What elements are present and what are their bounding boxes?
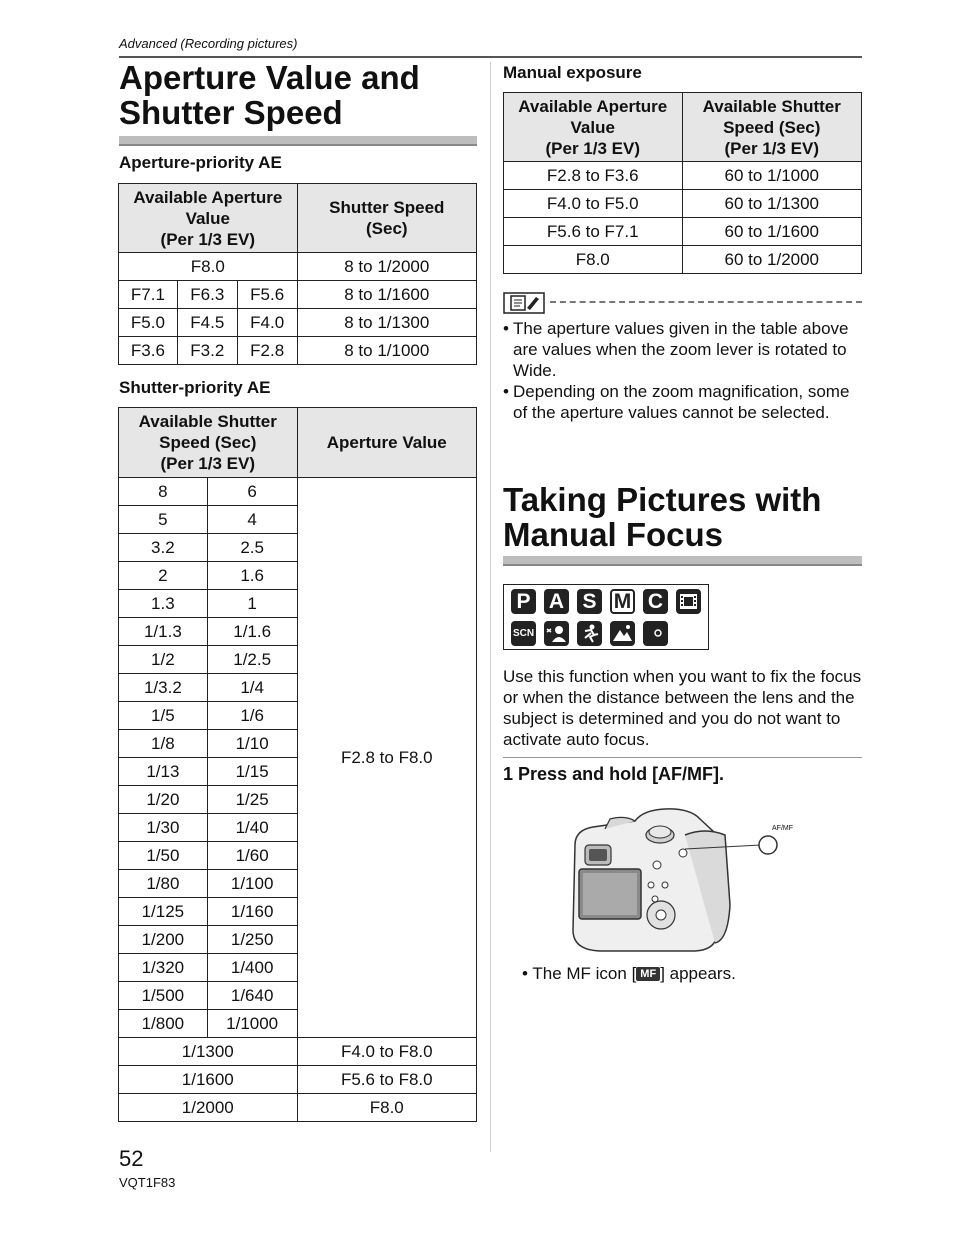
column-divider	[490, 62, 491, 1152]
table-cell: 6	[207, 478, 297, 506]
step-number: 1	[503, 764, 514, 784]
table-cell: 1/10	[207, 730, 297, 758]
table-row	[119, 1066, 477, 1094]
table-cell: 1/1600	[119, 1066, 298, 1094]
table-cell: 1/15	[207, 758, 297, 786]
night-portrait-mode-icon	[643, 621, 668, 646]
manual-exposure-heading: Manual exposure	[503, 63, 642, 82]
mode-scn-icon: SCN	[511, 621, 536, 646]
table-cell: 1/200	[119, 926, 208, 954]
table-cell: 4	[207, 506, 297, 534]
table-row	[119, 1038, 477, 1066]
table-cell: 1/60	[207, 842, 297, 870]
table-cell: F4.0	[237, 309, 297, 337]
table-cell: F8.0	[504, 246, 683, 274]
mf-icon: MF	[636, 967, 660, 981]
shutter-priority-heading: Shutter-priority AE	[119, 378, 271, 397]
table-cell: 60 to 1/1000	[682, 162, 862, 190]
scenery-mode-icon	[610, 621, 635, 646]
step-1	[503, 764, 724, 785]
col-header-shutter: Shutter Speed (Sec)	[297, 184, 476, 253]
table-cell: 1.6	[207, 562, 297, 590]
table-cell: F4.0 to F5.0	[504, 190, 683, 218]
table-cell: 8	[119, 478, 208, 506]
table-cell: 1/100	[207, 870, 297, 898]
mode-icons-box	[503, 584, 709, 650]
table-cell: F2.8 to F3.6	[504, 162, 683, 190]
step-divider	[503, 757, 862, 758]
table-cell: F5.6 to F8.0	[297, 1066, 476, 1094]
note-icon	[503, 292, 545, 319]
movie-mode-icon	[676, 589, 701, 614]
result-text-after: ] appears.	[660, 964, 736, 983]
table-cell: F5.6 to F7.1	[504, 218, 683, 246]
table-cell: 1/400	[207, 954, 297, 982]
table-cell: 1/500	[119, 982, 208, 1010]
page-title	[119, 60, 477, 130]
table-cell: 1/800	[119, 1010, 208, 1038]
table-cell: 1/160	[207, 898, 297, 926]
aperture-shutter-title-block	[119, 60, 477, 130]
table-cell: 1/320	[119, 954, 208, 982]
table-cell: 1/40	[207, 814, 297, 842]
portrait-mode-icon	[544, 621, 569, 646]
table-cell: 8 to 1/1000	[297, 337, 476, 365]
table-cell: 1/1.6	[207, 618, 297, 646]
table-cell: F2.8	[237, 337, 297, 365]
table-cell: 60 to 1/2000	[682, 246, 862, 274]
table-cell: 1/125	[119, 898, 208, 926]
table-cell: F5.0	[119, 309, 178, 337]
table-cell: 1/50	[119, 842, 208, 870]
table-cell: 1/2000	[119, 1094, 298, 1122]
table-cell: 2	[119, 562, 208, 590]
mode-a-icon: A	[544, 589, 569, 614]
table-cell: 1/250	[207, 926, 297, 954]
table-cell: 5	[119, 506, 208, 534]
note-item: • The aperture values given in the table above are values when the zoom lever is rotated to Wide.	[503, 318, 863, 381]
mode-m-icon: M	[610, 589, 635, 614]
table-cell: 1/80	[119, 870, 208, 898]
af-mf-button-label: AF/MF	[772, 825, 793, 832]
table-cell: 60 to 1/1600	[682, 218, 862, 246]
table-cell: 1/640	[207, 982, 297, 1010]
table-cell: F8.0	[119, 253, 298, 281]
table-cell: 1/1000	[207, 1010, 297, 1038]
note-item: • Depending on the zoom magnification, some of the aperture values cannot be selected.	[503, 381, 863, 423]
manual-exposure-table	[503, 92, 862, 274]
col-header-aperture-value: Aperture Value	[297, 408, 476, 478]
title-underline	[503, 556, 862, 566]
merged-aperture-cell: F2.8 to F8.0	[297, 478, 476, 1038]
table-cell: 1/13	[119, 758, 208, 786]
table-row	[119, 478, 477, 506]
table-cell: F7.1	[119, 281, 178, 309]
table-row	[119, 1094, 477, 1122]
title-line-1: Aperture Value and	[119, 59, 420, 96]
table-cell: 1/2.5	[207, 646, 297, 674]
sports-mode-icon	[577, 621, 602, 646]
page-number: 52	[119, 1146, 144, 1171]
table-cell: F4.0 to F8.0	[297, 1038, 476, 1066]
title-line-1: Taking Pictures with	[503, 481, 822, 518]
table-cell: 8 to 1/1300	[297, 309, 476, 337]
table-cell: 1/30	[119, 814, 208, 842]
table-cell: 1/20	[119, 786, 208, 814]
table-cell: 1/6	[207, 702, 297, 730]
table-cell: F6.3	[177, 281, 237, 309]
table-cell: F3.6	[119, 337, 178, 365]
result-text	[522, 964, 736, 984]
table-cell: 1.3	[119, 590, 208, 618]
table-cell: 1/1300	[119, 1038, 298, 1066]
step-text: Press and hold [AF/MF].	[518, 764, 725, 784]
table-cell: F5.6	[237, 281, 297, 309]
table-cell: 1/5	[119, 702, 208, 730]
title-line-2: Manual Focus	[503, 516, 724, 553]
table-cell: 1/3.2	[119, 674, 208, 702]
table-cell: 60 to 1/1300	[682, 190, 862, 218]
camera-illustration	[565, 805, 805, 960]
description-text: Use this function when you want to fix the focus or when the distance between the lens and the subject is determined and you do not want to activate auto focus.	[503, 667, 862, 749]
table-cell: 1/2	[119, 646, 208, 674]
note-divider	[550, 301, 862, 303]
manual-focus-title-block	[503, 482, 863, 552]
table-cell: 1/1.3	[119, 618, 208, 646]
table-cell: F4.5	[177, 309, 237, 337]
table-cell: 1	[207, 590, 297, 618]
col-header-shutter: Available Shutter Speed (Sec) (Per 1/3 EV)	[682, 93, 862, 162]
mode-s-icon: S	[577, 589, 602, 614]
mode-p-icon: P	[511, 589, 536, 614]
notes-list	[503, 318, 863, 423]
table-cell: 8 to 1/2000	[297, 253, 476, 281]
table-cell: 1/8	[119, 730, 208, 758]
col-header-aperture: Available Aperture Value (Per 1/3 EV)	[119, 184, 298, 253]
table-cell: F3.2	[177, 337, 237, 365]
title-line-2: Shutter Speed	[119, 94, 343, 131]
bullet: •	[522, 964, 528, 983]
document-code: VQT1F83	[119, 1175, 176, 1190]
title-underline	[119, 136, 477, 146]
table-cell: 1/25	[207, 786, 297, 814]
table-cell: 2.5	[207, 534, 297, 562]
shutter-priority-table	[118, 407, 477, 1122]
aperture-priority-heading: Aperture-priority AE	[119, 153, 282, 172]
result-text-before: The MF icon [	[532, 964, 637, 983]
section-title	[503, 482, 863, 552]
table-cell: F8.0	[297, 1094, 476, 1122]
mode-c-icon: C	[643, 589, 668, 614]
header-rule	[119, 56, 862, 58]
table-cell: 8 to 1/1600	[297, 281, 476, 309]
col-header-shutter-speed: Available Shutter Speed (Sec) (Per 1/3 EV)	[119, 408, 298, 478]
table-cell: 1/4	[207, 674, 297, 702]
col-header-aperture: Available Aperture Value (Per 1/3 EV)	[504, 93, 683, 162]
aperture-priority-table	[118, 183, 477, 365]
section-label: Advanced (Recording pictures)	[119, 36, 298, 51]
table-cell: 3.2	[119, 534, 208, 562]
